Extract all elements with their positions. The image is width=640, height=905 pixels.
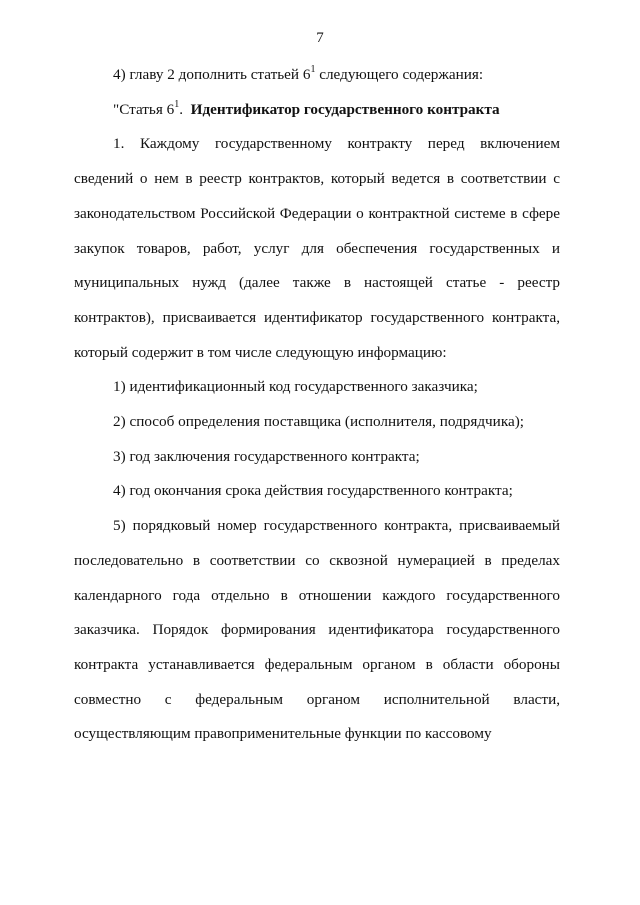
article-dot: .	[179, 100, 184, 118]
article-prefix: "Статья 6	[113, 100, 175, 118]
page-number: 7	[316, 30, 324, 46]
intro-tail: следующего содержания:	[315, 66, 484, 83]
intro-text: 4) главу 2 дополнить статьей 6	[113, 66, 311, 83]
list-item-3: 3) год заключения государственного контракта;	[113, 447, 420, 465]
intro-line	[74, 58, 560, 93]
list-item-1: 1) идентификационный код государственного заказчика;	[113, 378, 478, 396]
document-body	[74, 58, 560, 752]
article-superscript: 1	[174, 98, 180, 110]
article-heading	[74, 93, 560, 128]
list-item-2: 2) способ определения поставщика (исполнителя, подрядчика);	[113, 413, 524, 431]
paragraph-5: 5) порядковый номер государственного контракта, присваиваемый последовательно в соответствии со сквозной нумерацией в пределах календарного года отдельно в отношении каждого государственного заказчика. Порядок формирования идентификатора государственного контракта устанавливается федеральным органом в области обороны совместно с федеральным органом исполнительной власти, осуществляющим правоприменительные функции по кассовому	[74, 517, 560, 743]
article-title: Идентификатор государственного контракта	[190, 100, 500, 118]
intro-superscript: 1	[310, 63, 316, 75]
list-item-4: 4) год окончания срока действия государственного контракта;	[113, 482, 513, 500]
paragraph-1: 1. Каждому государственному контракту перед включением сведений о нем в реестр контрактов, который ведется в соответствии с законодательством Российской Федерации о контрактной системе в сфере закупок товаров, работ, услуг для обеспечения государственных и муниципальных нужд (далее также в настоящей статье - реестр контрактов), присваивается идентификатор государственного контракта, который содержит в том числе следующую информацию:	[74, 135, 560, 361]
